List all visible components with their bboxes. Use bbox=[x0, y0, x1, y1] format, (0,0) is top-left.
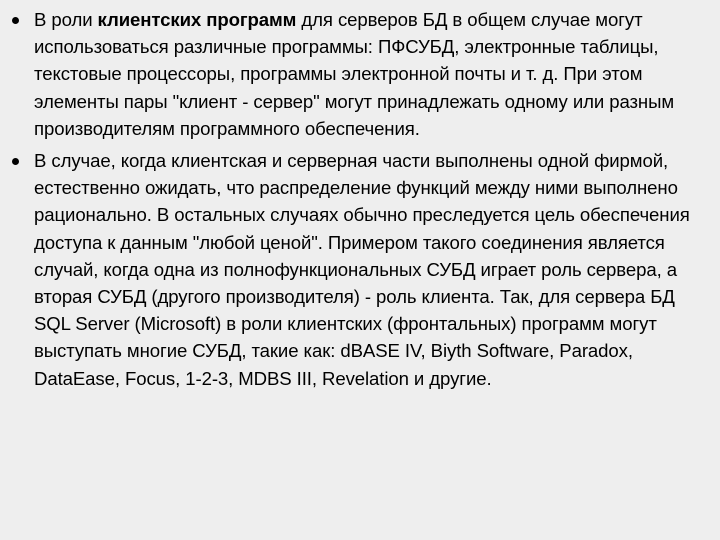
bullet-list bbox=[10, 6, 714, 397]
bullet-2-text: В случае, когда клиентская и серверная части выполнены одной фирмой, естественно ожидать, что распределение функций между ними выполнено рационально. В остальных случаях обычно преследуется цель обеспечения доступа к данным "любой ценой". Примером такого соединения является случай, когда одна из полнофункциональных СУБД играет роль сервера, а вторая СУБД (другого производителя) - роль клиента. Так, для сервера БД SQL Server (Microsoft) в роли клиентских (фронтальных) программ могут выступать многие СУБД, такие как: dBASE IV, Biyth Software, Paradox, DataEase, Focus, 1-2-3, MDBS III, Revelation и другие. bbox=[34, 150, 690, 389]
bullet-1-prefix: В роли bbox=[34, 9, 98, 30]
bullet-item-client-programs bbox=[10, 6, 714, 142]
bullet-icon bbox=[12, 158, 19, 165]
bullet-1-text: для серверов БД в общем случае могут использоваться различные программы: ПФСУБД, электронные таблицы, текстовые процессоры, программы электронной почты и т. д. При этом элементы пары "клиент - сервер" могут принадлежать одному или разным производителям программного обеспечения. bbox=[34, 9, 675, 139]
bullet-icon bbox=[12, 17, 19, 24]
bullet-item-vendors bbox=[10, 147, 714, 392]
bullet-1-bold-term: клиентских программ bbox=[97, 9, 297, 30]
